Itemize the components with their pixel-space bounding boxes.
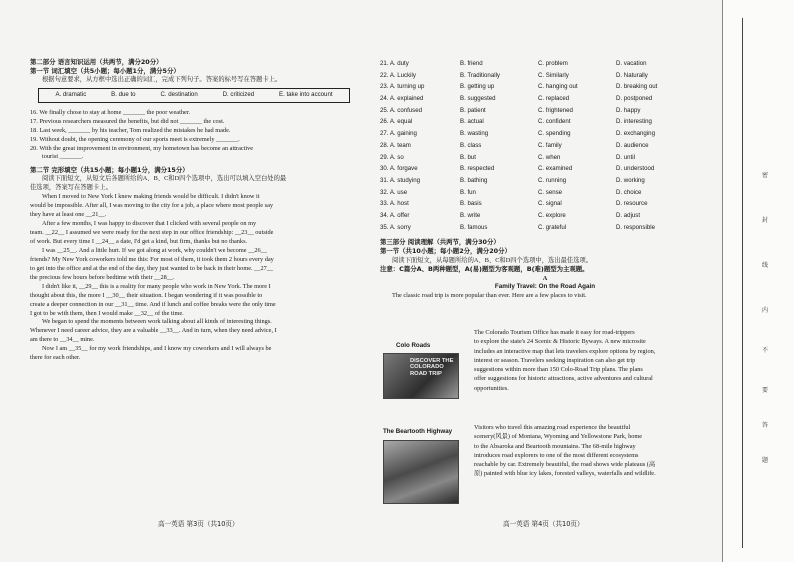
seal-char: 密 xyxy=(762,172,769,179)
beartooth-image xyxy=(383,440,459,504)
sentence-19: 19. Without doubt, the opening ceremony of our sports meet is extremely _______. xyxy=(30,135,240,143)
passage-line: team. __22__ I assumed we were ready for the next step in our office friendship: __23__ outside xyxy=(30,229,274,237)
text-line: scenery(风景) of Montana, Wyoming and Yellowstone Park, home xyxy=(474,433,643,441)
sentence-20-cont: tourist _______. xyxy=(42,153,84,161)
part3-section1: 第一节（共10小题；每小题2分，满分20分） xyxy=(380,247,511,256)
colo-roads-image xyxy=(383,353,459,399)
text-line: suggestions within more than 150 Colo-Road Trip plans. The plans xyxy=(474,366,643,373)
seal-line xyxy=(742,18,743,548)
word-box xyxy=(38,88,350,103)
option: B. actual xyxy=(460,118,484,126)
passage-line: We began to spend the moments between work talking about all kinds of interesting things. xyxy=(42,318,272,326)
option: D. understood xyxy=(616,165,655,173)
option: 30. A. forgave xyxy=(380,165,418,173)
binding-margin xyxy=(722,0,794,562)
left-column xyxy=(30,58,360,363)
colo-roads-image-caption: DISCOVER THE COLORADO ROAD TRIP xyxy=(410,358,454,377)
passage-line: I was __25__. And a little hurt. If we got along at work, why couldn't we become __26__ xyxy=(42,246,267,254)
passage-line: would be impossible. After all, I was moving to the city for a job, a place where most people say xyxy=(30,202,274,210)
text-line: introduces road explorers to one of the most different ecosystems xyxy=(474,451,639,459)
seal-char: 内 xyxy=(762,307,769,314)
text-line: 原) painted with blue icy lakes, forested valleys, waterfalls and wildlife. xyxy=(474,470,656,478)
option: B. Traditionally xyxy=(460,71,500,79)
seal-char: 答 xyxy=(762,422,769,429)
option: 24. A. explained xyxy=(380,95,424,103)
option: C. frightened xyxy=(538,106,573,114)
option: B. bathing xyxy=(460,176,488,184)
option: C. explore xyxy=(538,211,566,219)
option: D. Naturally xyxy=(616,71,648,79)
option: C. spending xyxy=(538,130,571,138)
sec2-instructions-2: 佳选项，答案写在答题卡上。 xyxy=(30,184,112,192)
part2-title: 第二部分 语言知识运用（共两节，满分20分） xyxy=(30,58,163,66)
option: 25. A. confused xyxy=(380,106,423,114)
passage-line: there for each other. xyxy=(30,354,81,362)
passage-line: to get into the office and at the end of the day, they just wanted to be back in their home. __27__ xyxy=(30,264,274,272)
text-line: to the Absaroka and Beartooth mountains. The 68-mile highway xyxy=(474,442,636,450)
text-line: offer suggestions for historic attractions, active adventures and cultural xyxy=(474,375,653,383)
option: B. patient xyxy=(460,106,486,114)
sentence-18: 18. Last week, _______ by his teacher, Tom realized the mistakes he had made. xyxy=(30,126,231,134)
option: C. grateful xyxy=(538,223,567,231)
option: 29. A. so xyxy=(380,153,404,161)
beartooth-label: The Beartooth Highway xyxy=(383,428,453,435)
colo-roads-text xyxy=(474,328,719,393)
option: D. choice xyxy=(616,188,642,196)
part3-note: 注意：C篇分A、B两种题型，A(易)题型为客观题，B(难)题型为主观题。 xyxy=(380,265,589,274)
passage-line: Whenever I need career advice, they are a valuable __33__. And in turn, when they need advice, I xyxy=(30,327,277,335)
passage-line: When I moved to New York I knew making friends would be difficult. I didn't know it xyxy=(42,193,260,201)
option: 27. A. gaining xyxy=(380,130,417,138)
right-column xyxy=(380,58,710,301)
option: D. exchanging xyxy=(616,130,655,138)
passage-line: create a deeper connection in our __31__ time. And if lunch and coffee breaks were the only time xyxy=(30,300,276,308)
passage-line: am there to __34__ mine. xyxy=(30,336,95,344)
part3-title: 第三部分 阅读理解（共两节，满分30分） xyxy=(380,238,500,247)
text-line: The Colorado Tourism Office has made it easy for road-trippers xyxy=(474,329,635,336)
option: B. famous xyxy=(460,223,488,231)
option: B. suggested xyxy=(460,95,496,103)
option: B. getting up xyxy=(460,83,495,91)
sec2-title: 第二节 完形填空（共15小题；每小题1分，满分15分） xyxy=(30,166,189,175)
option: B. write xyxy=(460,211,481,219)
option: 32. A. use xyxy=(380,188,408,196)
text-line: to explore the state's 24 Scenic & Historic Byways. A new microsite xyxy=(474,338,646,346)
option: B. friend xyxy=(460,60,483,67)
passage-line: After a few months, I was happy to discover that I clicked with several people on my xyxy=(42,220,257,228)
text-line: reachable by car. Extremely beautiful, the road shows wide plateaus (高 xyxy=(474,461,656,468)
seal-char: 要 xyxy=(762,387,769,394)
option: 21. A. duty xyxy=(380,60,409,67)
option: C. examined xyxy=(538,165,573,173)
word-option: C. destination xyxy=(160,91,198,99)
option: D. interesting xyxy=(616,118,652,126)
sentence-16: 16. We finally chose to stay at home _______ the poor weather. xyxy=(30,108,191,116)
passage-line: of work. But every time I __24__ a date, I'd get a kind, but firm, thanks but no thanks. xyxy=(30,238,248,246)
page-footer-right: 高一英语 第4页（共10页） xyxy=(503,520,584,528)
option: C. running xyxy=(538,176,567,184)
option: D. responsible xyxy=(616,223,655,231)
word-option: B. due to xyxy=(111,91,136,99)
sentence-20: 20. With the great improvement in environment, my hometown has become an attractive xyxy=(30,144,254,152)
option: B. wasting xyxy=(460,130,489,138)
option: C. when xyxy=(538,153,561,161)
option: D. vacation xyxy=(616,60,647,67)
option: 34. A. offer xyxy=(380,211,410,219)
option: 23. A. turning up xyxy=(380,83,425,91)
option: 28. A. team xyxy=(380,141,411,149)
sec1-title: 第一节 词汇填空（共5小题；每小题1分，满分5分） xyxy=(30,67,180,76)
option: C. confident xyxy=(538,118,571,126)
option: C. hanging out xyxy=(538,83,578,91)
word-option: A. dramatic xyxy=(55,91,87,99)
passage-line: I didn't like it, __29__ this is a reality for many people who work in New York. The more I xyxy=(42,282,271,290)
sec1-instructions: 根据句意要求，从方框中选出正确的词汇，完成下列句子。答案的标号写在答题卡上。 xyxy=(42,76,282,84)
passage-line: friends? My New York coworkers told me this: For most of them, it took them 2 hours every day xyxy=(30,255,274,263)
option: B. fun xyxy=(460,188,476,196)
option: C. Similarly xyxy=(538,71,569,79)
seal-char: 题 xyxy=(762,457,769,464)
option: D. audience xyxy=(616,141,649,149)
passage-intro: The classic road trip is more popular than ever. Here are a few places to visit. xyxy=(392,292,587,300)
option: 26. A. equal xyxy=(380,118,413,126)
option: D. working xyxy=(616,176,645,184)
beartooth-text xyxy=(474,423,719,479)
option: C. replaced xyxy=(538,95,570,103)
text-line: opportunities. xyxy=(474,384,509,392)
option: 33. A. host xyxy=(380,200,409,208)
option: 31. A. studying xyxy=(380,176,420,184)
passage-line: they have at least one __21__. xyxy=(30,211,107,219)
option: D. happy xyxy=(616,106,641,114)
option: B. but xyxy=(460,153,476,161)
option: D. postponed xyxy=(616,95,653,103)
colo-roads-label: Colo Roads xyxy=(396,342,431,349)
text-line: Visitors who travel this amazing road experience the beautiful xyxy=(474,424,631,431)
option: B. basis xyxy=(460,200,482,208)
passage-line: Now I am __35__ for my work friendships, and I know my coworkers and I will always be xyxy=(42,345,272,353)
option-row xyxy=(380,58,710,233)
sec2-instructions-1: 阅读下面短文，从短文后各题所给的A、B、C和D四个选项中，选出可以填入空白处的最 xyxy=(42,175,287,183)
option: D. adjust xyxy=(616,211,641,219)
part3-instructions: 阅读下面短文，从每题所给的A、B、C和D四个选项中，选出最佳选项。 xyxy=(392,256,593,264)
page-footer-left: 高一英语 第3页（共10页） xyxy=(158,520,239,528)
option: D. breaking out xyxy=(616,83,658,91)
passage-line: thought about this, the more I __30__ their situation. I began wondering if it was possible to xyxy=(30,291,263,299)
option: C. family xyxy=(538,141,562,149)
word-option: E. take into account xyxy=(279,91,333,99)
seal-char: 线 xyxy=(762,262,769,269)
passage-line: I got to be with them, then I would make __32__ of the time. xyxy=(30,309,184,317)
option: D. resource xyxy=(616,200,648,208)
word-option: D. criticized xyxy=(222,91,255,99)
option: B. class xyxy=(460,141,482,149)
option: C. problem xyxy=(538,60,568,67)
passage-letter: A xyxy=(542,274,548,282)
option: D. until xyxy=(616,153,635,161)
option: C. sense xyxy=(538,188,563,196)
sentence-17: 17. Previous researchers measured the benefits, but did not _______ the cost. xyxy=(30,117,225,125)
text-line: interest or season. Travelers seeking inspiration can also get trip xyxy=(474,356,636,364)
passage-title: Family Travel: On the Road Again xyxy=(494,283,596,291)
option: C. signal xyxy=(538,200,562,208)
option: B. respected xyxy=(460,165,495,173)
option: 35. A. sorry xyxy=(380,223,411,231)
text-line: includes an interactive map that lets travelers explore options by region, xyxy=(474,347,656,355)
seal-char: 封 xyxy=(762,217,769,224)
option: 22. A. Luckily xyxy=(380,71,416,79)
seal-char: 不 xyxy=(762,347,769,354)
passage-line: the precious few hours before bedtime with their __28__. xyxy=(30,273,175,281)
